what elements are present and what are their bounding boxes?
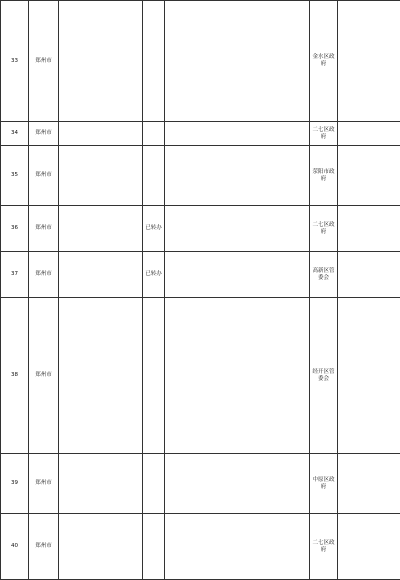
row-number: 40 (1, 514, 29, 580)
handling-result (165, 252, 310, 298)
handling-result (165, 298, 310, 454)
handling-result (165, 206, 310, 252)
handling-result (165, 1, 310, 122)
remark (338, 206, 400, 252)
city: 郑州市 (29, 252, 59, 298)
status (143, 1, 165, 122)
remark (338, 122, 400, 146)
handling-result (165, 146, 310, 206)
complaint-text (59, 122, 143, 146)
row-number: 37 (1, 252, 29, 298)
complaint-text (59, 146, 143, 206)
complaint-text (59, 298, 143, 454)
remark (338, 1, 400, 122)
responsible-unit: 荥阳市政府 (310, 146, 338, 206)
table-row (1, 1, 400, 122)
city: 郑州市 (29, 454, 59, 514)
table-row (1, 298, 400, 454)
remark (338, 146, 400, 206)
row-number: 34 (1, 122, 29, 146)
complaint-text (59, 514, 143, 580)
remark (338, 454, 400, 514)
table-row (1, 514, 400, 580)
city: 郑州市 (29, 146, 59, 206)
row-number: 35 (1, 146, 29, 206)
row-number: 33 (1, 1, 29, 122)
status (143, 454, 165, 514)
city: 郑州市 (29, 514, 59, 580)
handling-result (165, 122, 310, 146)
city: 郑州市 (29, 122, 59, 146)
complaint-text (59, 454, 143, 514)
responsible-unit: 金水区政府 (310, 1, 338, 122)
row-number: 39 (1, 454, 29, 514)
table-row (1, 146, 400, 206)
city: 郑州市 (29, 1, 59, 122)
responsible-unit: 中原区政府 (310, 454, 338, 514)
remark (338, 252, 400, 298)
row-number: 36 (1, 206, 29, 252)
table-row (1, 122, 400, 146)
complaint-text (59, 206, 143, 252)
status (143, 122, 165, 146)
complaint-text (59, 252, 143, 298)
remark (338, 514, 400, 580)
handling-result (165, 514, 310, 580)
city: 郑州市 (29, 298, 59, 454)
status (143, 298, 165, 454)
complaint-text (59, 1, 143, 122)
remark (338, 298, 400, 454)
status: 已转办 (143, 252, 165, 298)
status (143, 146, 165, 206)
table-row (1, 206, 400, 252)
status (143, 514, 165, 580)
responsible-unit: 二七区政府 (310, 122, 338, 146)
responsible-unit: 二七区政府 (310, 514, 338, 580)
table-row (1, 252, 400, 298)
responsible-unit: 经开区管委会 (310, 298, 338, 454)
handling-result (165, 454, 310, 514)
row-number: 38 (1, 298, 29, 454)
table-row (1, 454, 400, 514)
responsible-unit: 高新区管委会 (310, 252, 338, 298)
city: 郑州市 (29, 206, 59, 252)
status: 已转办 (143, 206, 165, 252)
responsible-unit: 二七区政府 (310, 206, 338, 252)
